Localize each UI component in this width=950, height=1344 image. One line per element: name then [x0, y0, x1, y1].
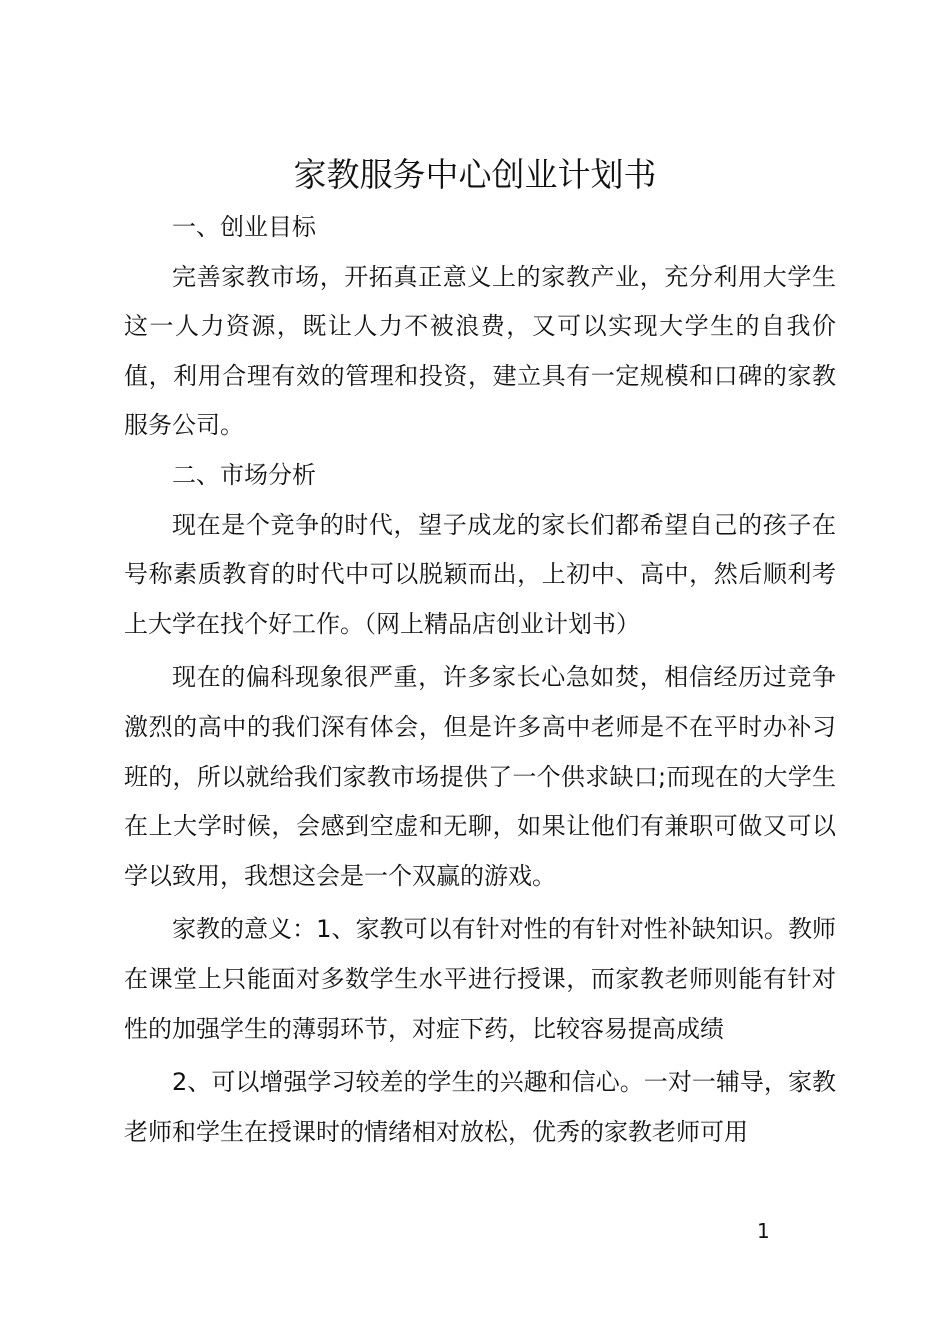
document-body: [124, 203, 836, 1157]
paragraph-competition: 现在是个竞争的时代，望子成龙的家长们都希望自己的孩子在号称素质教育的时代中可以脱颖而出，上初中、高中，然后顺利考上大学在找个好工作。（网上精品店创业计划书）: [124, 510, 836, 638]
paragraph-meaning-1: 家教的意义：1、家教可以有针对性的有针对性补缺知识。教师在课堂上只能面对多数学生水平进行授课，而家教老师则能有针对性的加强学生的薄弱环节，对症下药，比较容易提高成绩: [124, 915, 836, 1043]
paragraph-meaning-2: 2、可以增强学习较差的学生的兴趣和信心。一对一辅导，家教老师和学生在授课时的情绪相对放松，优秀的家教老师可用: [124, 1068, 836, 1146]
document-title: 家教服务中心创业计划书: [293, 155, 657, 194]
paragraph-demand: 现在的偏科现象很严重，许多家长心急如焚，相信经历过竞争激烈的高中的我们深有体会，但是许多高中老师是不在平时办补习班的，所以就给我们家教市场提供了一个供求缺口;而现在的大学生在上大学时候，会感到空虚和无聊，如果让他们有兼职可做又可以学以致用，我想这会是一个双赢的游戏。: [124, 663, 836, 890]
section-heading-goals: 一、创业目标: [172, 213, 316, 241]
page-number: 1: [757, 1219, 770, 1243]
section-heading-market: 二、市场分析: [172, 460, 316, 489]
paragraph-goals: 完善家教市场，开拓真正意义上的家教产业，充分利用大学生这一人力资源，既让人力不被浪费，又可以实现大学生的自我价值，利用合理有效的管理和投资，建立具有一定规模和口碑的家教服务公司。: [124, 262, 836, 440]
